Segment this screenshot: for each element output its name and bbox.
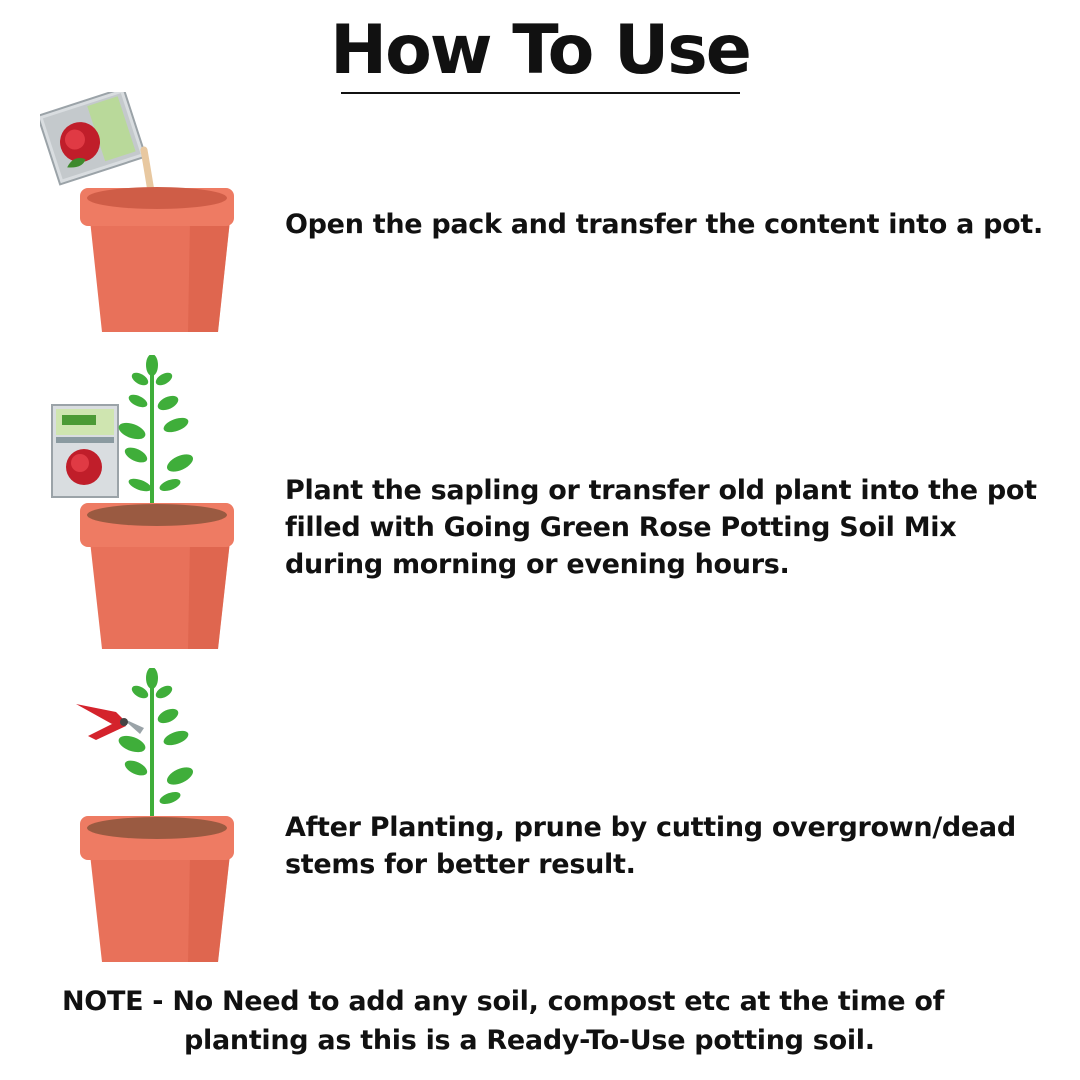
note-line-2: planting as this is a Ready-To-Use potting soil.: [184, 1025, 875, 1056]
step-3-illustration: [40, 668, 250, 968]
pruning-shears-icon: [76, 704, 144, 740]
step-1-illustration: [40, 92, 250, 342]
step-2-illustration: [40, 355, 250, 655]
step-3-text: After Planting, prune by cutting overgrown/dead stems for better result.: [285, 812, 1016, 880]
page-title: How To Use: [330, 11, 750, 90]
pot-icon: [80, 187, 234, 332]
step-1-text: Open the pack and transfer the content into a pot.: [285, 209, 1043, 240]
pot-icon: [80, 503, 234, 649]
sapling-icon: [116, 355, 195, 523]
soil-pack-icon: [40, 92, 146, 184]
soil-pack-icon: [52, 405, 118, 497]
title-underline: [341, 92, 740, 94]
step-2-text: Plant the sapling or transfer old plant into the pot filled with Going Green Rose Potting Soil Mix during morning or evening hours.: [285, 475, 1037, 580]
note-line-1: NOTE - No Need to add any soil, compost etc at the time of: [62, 986, 945, 1017]
pot-icon: [80, 816, 234, 962]
plant-icon: [116, 668, 195, 836]
note: [0, 982, 1080, 1060]
